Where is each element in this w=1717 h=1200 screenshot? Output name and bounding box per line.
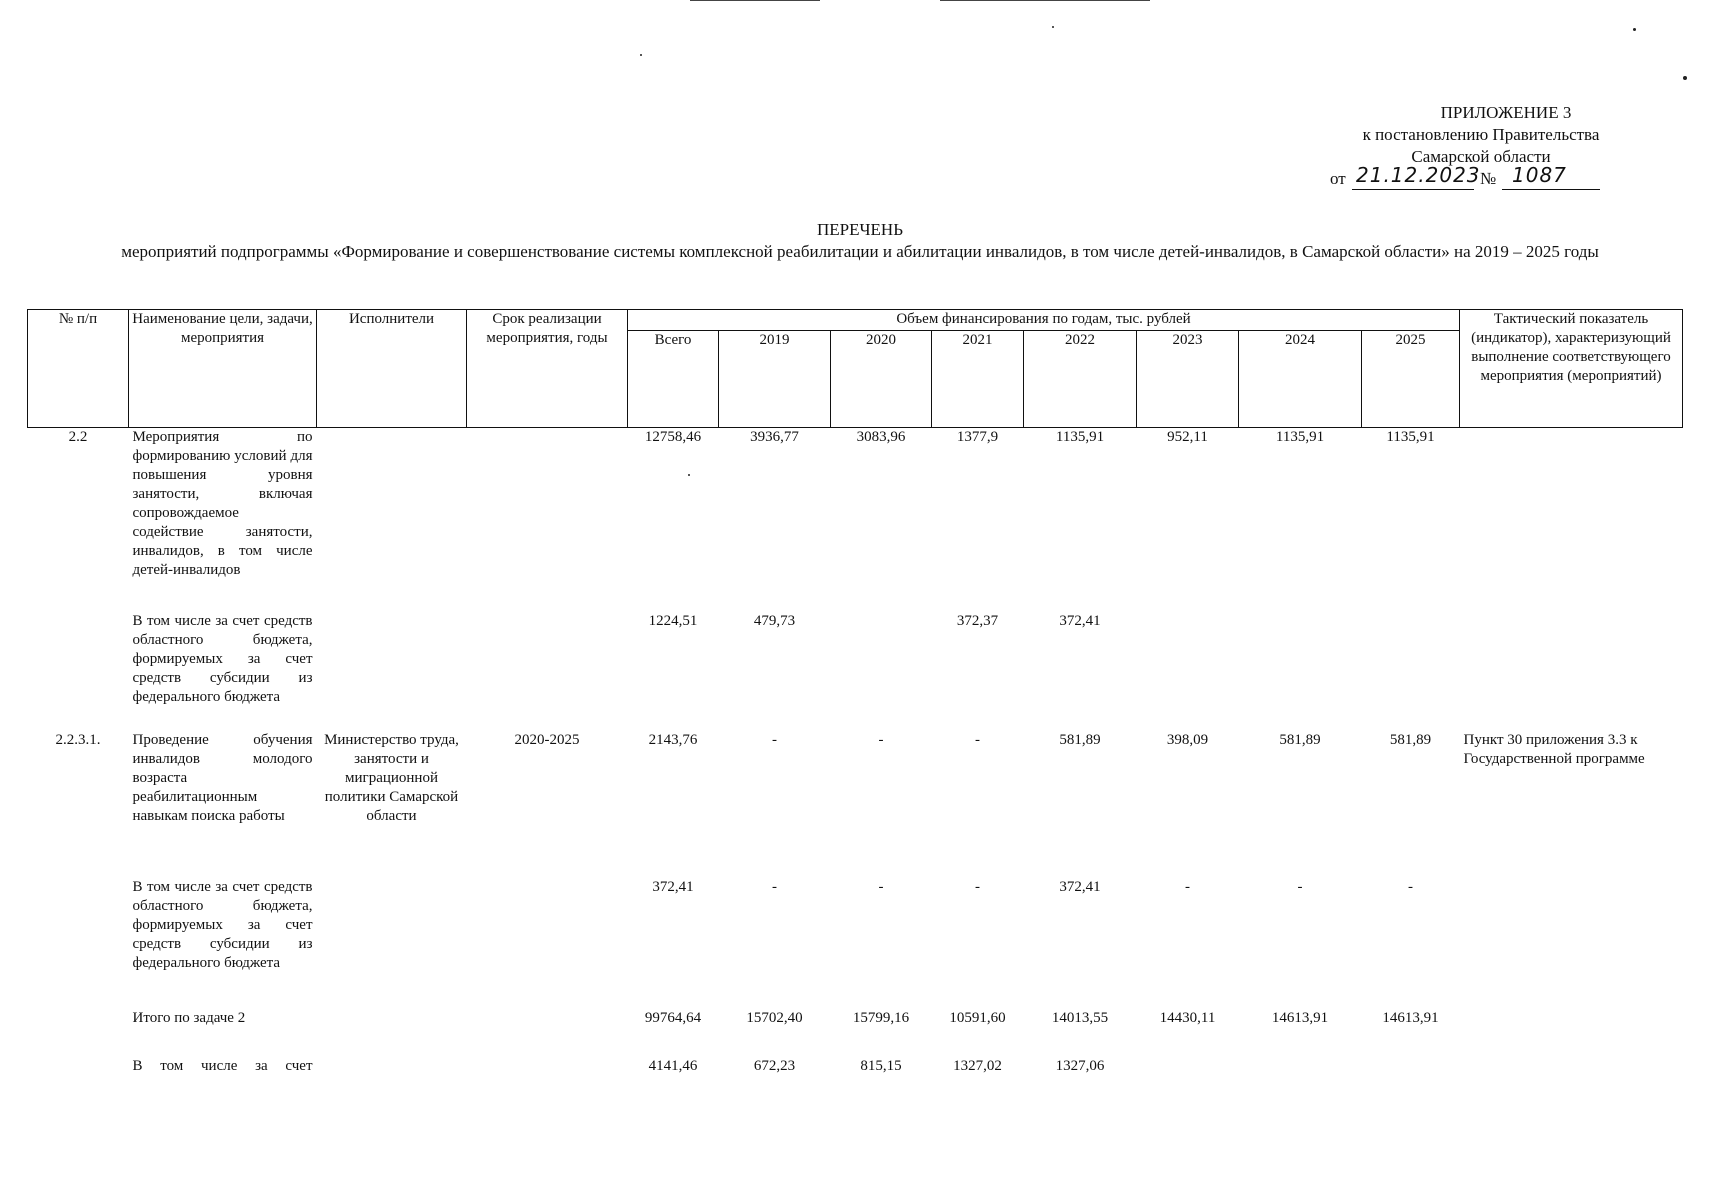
- row-num: [28, 878, 129, 1009]
- row-executors: [317, 612, 467, 731]
- header-year-2019: 2019: [719, 331, 831, 428]
- scan-artifact-line: [940, 0, 1150, 1]
- row-name: В том числе за счет средств областного бюджета, формируемых за счет средств субсидии из федерального бюджета: [132, 612, 313, 705]
- header-indicator: Тактический показатель (индикатор), характеризующий выполнение соответствующего мероприятия (мероприятий): [1460, 310, 1683, 428]
- header-year-2020: 2020: [831, 331, 932, 428]
- row-name: В том числе за счет средств областного бюджета, формируемых за счет средств субсидии из федерального бюджета: [132, 878, 313, 971]
- header-year-2023: 2023: [1137, 331, 1239, 428]
- row-num: [28, 612, 129, 731]
- scan-artifact-dot: [1683, 76, 1687, 80]
- row-num: 2.2: [68, 429, 88, 445]
- row-value-2019: 3936,77: [750, 429, 799, 445]
- row-value-2022: 372,41: [1059, 612, 1101, 629]
- row-value-total: 372,41: [652, 878, 694, 895]
- scan-artifact-line: [690, 0, 820, 1]
- row-value-total: 12758,46: [644, 429, 702, 445]
- header-financing: Объем финансирования по годам, тыс. рублей: [628, 310, 1460, 331]
- row-value-total: 2143,76: [648, 731, 698, 748]
- number-prefix: №: [1480, 169, 1497, 188]
- header-year-2024: 2024: [1239, 331, 1362, 428]
- row-num: [28, 1009, 129, 1057]
- appendix-line-1: к постановлению Правительства: [1362, 125, 1600, 144]
- row-value-2024: -: [1297, 878, 1303, 895]
- handwritten-number: 1087: [1512, 163, 1567, 187]
- row-value-2020: 15799,16: [852, 1009, 910, 1026]
- heading-title: ПЕРЕЧЕНЬ: [817, 220, 903, 239]
- header-year-2022: 2022: [1024, 331, 1137, 428]
- row-value-2023: 398,09: [1166, 731, 1209, 748]
- row-indicator: [1460, 878, 1683, 1009]
- table-row: [28, 1057, 1683, 1087]
- row-value-2021: -: [975, 731, 980, 748]
- row-indicator: Пункт 30 приложения 3.3 к Государственной программе: [1463, 731, 1645, 767]
- row-term: [467, 428, 628, 612]
- table-row: [28, 428, 1683, 612]
- row-value-2023: 952,11: [1167, 429, 1208, 445]
- number-underline: [1502, 189, 1600, 190]
- header-total: Всего: [628, 331, 719, 428]
- row-name: В том числе за счет: [132, 1057, 313, 1074]
- row-value-2019: 15702,40: [746, 1009, 803, 1026]
- row-value-2024: 14613,91: [1271, 1009, 1329, 1026]
- row-value-2025: [1362, 1057, 1460, 1087]
- row-value-2023: 14430,11: [1159, 1009, 1216, 1026]
- appendix-date-line: [1290, 163, 1672, 192]
- row-value-2022: 1135,91: [1055, 429, 1105, 445]
- row-value-total: 99764,64: [644, 1009, 702, 1026]
- scan-artifact-dot: [1633, 28, 1636, 31]
- row-value-2020: 815,15: [860, 1057, 902, 1074]
- row-num: 2.2.3.1.: [55, 731, 101, 748]
- row-term: 2020-2025: [514, 731, 580, 748]
- row-value-2020: -: [878, 731, 884, 748]
- row-value-2020: 3083,96: [856, 429, 906, 445]
- row-indicator: [1460, 612, 1683, 731]
- row-value-2024: [1239, 1057, 1362, 1087]
- appendix-title: ПРИЛОЖЕНИЕ 3: [1440, 103, 1572, 122]
- header-name: Наименование цели, задачи, мероприятия: [129, 310, 317, 428]
- row-name: Проведение обучения инвалидов молодого возраста реабилитационным навыкам поиска работы: [132, 731, 313, 824]
- header-executors: Исполнители: [317, 310, 467, 428]
- row-value-2021: 1327,02: [953, 1057, 1002, 1074]
- document-heading: [90, 219, 1630, 262]
- row-value-2025: 14613,91: [1382, 1009, 1439, 1026]
- header-num: № п/п: [28, 310, 129, 428]
- row-value-2025: 1135,91: [1386, 429, 1435, 445]
- scan-artifact-dot: [640, 54, 642, 56]
- table-row: [28, 878, 1683, 1009]
- header-year-2025: 2025: [1362, 331, 1460, 428]
- row-value-2024: 581,89: [1279, 731, 1321, 748]
- row-term: [467, 1057, 628, 1087]
- row-value-2021: 10591,60: [949, 1009, 1006, 1026]
- table-row: [28, 612, 1683, 731]
- row-value-2021: 372,37: [956, 612, 999, 629]
- table-row: [28, 731, 1683, 878]
- date-prefix: от: [1330, 169, 1346, 188]
- table-row: [28, 1009, 1683, 1057]
- row-value-2019: 672,23: [753, 1057, 796, 1074]
- row-indicator: [1460, 1057, 1683, 1087]
- row-value-total: 1224,51: [648, 612, 698, 629]
- row-value-2025: [1362, 612, 1460, 731]
- heading-subtitle: мероприятий подпрограммы «Формирование и совершенствование системы комплексной реабилитации и абилитации инвалидов, в том числе детей-инвалидов, в Самарской области» на 2019 – 2025 годы: [121, 242, 1599, 261]
- row-value-2020: [831, 612, 932, 731]
- scan-artifact-dot: [1052, 26, 1054, 28]
- row-value-2024: 1135,91: [1275, 429, 1325, 445]
- row-value-2022: 581,89: [1059, 731, 1101, 748]
- row-value-2022: 14013,55: [1051, 1009, 1109, 1026]
- row-num: [28, 1057, 129, 1087]
- row-term: [467, 878, 628, 1009]
- row-value-2020: -: [878, 878, 884, 895]
- row-executors: [317, 428, 467, 612]
- row-term: [467, 612, 628, 731]
- row-indicator: [1460, 428, 1683, 612]
- row-value-2019: 479,73: [753, 612, 796, 629]
- row-value-2019: -: [772, 731, 777, 748]
- row-value-2023: [1137, 1057, 1239, 1087]
- row-value-2023: [1137, 612, 1239, 731]
- appendix-header: [1290, 102, 1672, 192]
- row-value-2025: -: [1408, 878, 1413, 895]
- row-executors: [317, 1057, 467, 1087]
- row-value-2024: [1239, 612, 1362, 731]
- scan-artifact-dot: [688, 474, 690, 476]
- row-name: Итого по задаче 2: [132, 1009, 246, 1026]
- row-value-2022: 372,41: [1059, 878, 1101, 895]
- header-year-2021: 2021: [932, 331, 1024, 428]
- row-executors: Министерство труда, занятости и миграционной политики Самарской области: [324, 731, 459, 824]
- row-value-2021: -: [975, 878, 980, 895]
- row-value-2022: 1327,06: [1055, 1057, 1105, 1074]
- row-indicator: [1460, 1009, 1683, 1057]
- row-value-2019: -: [772, 878, 777, 895]
- row-value-2023: -: [1185, 878, 1190, 895]
- row-term: [467, 1009, 628, 1057]
- row-executors: [317, 1009, 467, 1057]
- measures-table: [27, 309, 1683, 1087]
- header-term: Срок реализации мероприятия, годы: [467, 310, 628, 428]
- handwritten-date: 21.12.2023: [1356, 163, 1481, 187]
- appendix-line-2: Самарской области: [1411, 147, 1551, 166]
- row-value-2025: 581,89: [1389, 731, 1432, 748]
- row-name: Мероприятия по формированию условий для повышения уровня занятости, включая сопровождаемое содействие занятости, инвалидов, в том числе детей-инвалидов: [132, 429, 313, 578]
- row-value-2021: 1377,9: [956, 429, 999, 445]
- row-executors: [317, 878, 467, 1009]
- row-value-total: 4141,46: [648, 1057, 698, 1074]
- date-underline: [1352, 189, 1474, 190]
